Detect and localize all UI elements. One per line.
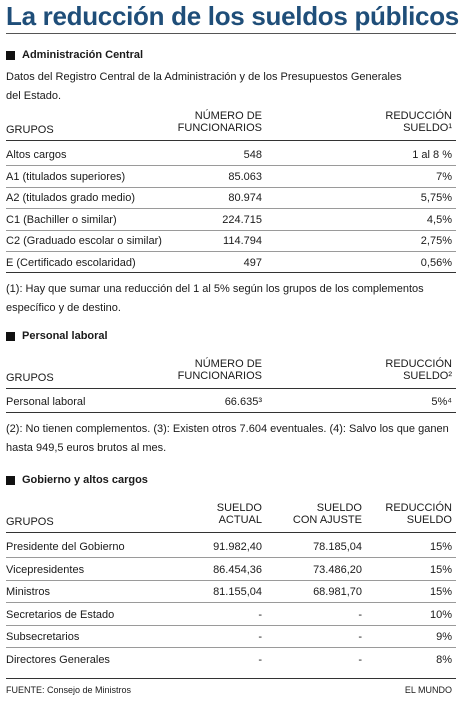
col-header-grupos: GRUPOS	[6, 516, 54, 528]
table-cell-group: Personal laboral	[6, 396, 86, 408]
table-cell-sueldo-ajuste: -	[358, 653, 362, 666]
row-divider	[6, 625, 456, 626]
table-cell-num: 224.715	[222, 213, 262, 226]
bullet-square-icon	[6, 332, 15, 341]
row-divider	[6, 230, 456, 231]
table-cell-group: Ministros	[6, 586, 51, 598]
table-cell-group: Presidente del Gobierno	[6, 541, 125, 553]
table-bottom-divider	[6, 412, 456, 413]
row-divider	[6, 187, 456, 188]
section-heading-admin: Administración Central	[6, 49, 143, 61]
header-divider	[6, 140, 456, 141]
table-cell-num: 497	[243, 256, 262, 269]
table-cell-group: Vicepresidentes	[6, 563, 85, 576]
table-cell-group: Directores Generales	[6, 653, 110, 666]
col-header-numero: NÚMERO DE FUNCIONARIOS	[177, 110, 262, 134]
table-cell-num: 80.974	[228, 192, 262, 204]
table-cell-group: Secretarios de Estado	[6, 608, 115, 621]
table-cell-red: 0,56%	[420, 256, 452, 269]
row-divider	[6, 557, 456, 558]
table-cell-red: 5%⁴	[431, 396, 452, 408]
table-cell-sueldo-ajuste: 73.486,20	[313, 563, 362, 576]
page-title: La reducción de los sueldos públicos	[6, 1, 459, 31]
table-cell-reduccion: 10%	[429, 608, 452, 621]
brand-label: EL MUNDO	[404, 685, 452, 695]
table-cell-group: C1 (Bachiller o similar)	[6, 213, 117, 226]
header-divider	[6, 532, 456, 533]
row-divider	[6, 208, 456, 209]
table-cell-num: 114.794	[223, 235, 262, 247]
row-divider	[6, 602, 456, 603]
col-header-grupos: GRUPOS	[6, 372, 54, 384]
footnote-2: (2): No tienen complementos. (3): Existen otros 7.604 eventuales. (4): Salvo los que ganen hasta 949,5 euros brutos al mes.	[6, 423, 449, 454]
table-cell-sueldo-actual: 91.982,40	[213, 541, 262, 553]
table-cell-sueldo-ajuste: 78.185,04	[313, 541, 362, 553]
table-cell-num: 85.063	[228, 170, 262, 183]
col-header-reduccion: REDUCCIÓN SUELDO	[385, 502, 452, 526]
row-divider	[6, 647, 456, 648]
col-header-reduccion: REDUCCIÓN SUELDO¹	[385, 110, 452, 134]
table-cell-num: 548	[243, 149, 262, 161]
table-cell-sueldo-actual: -	[258, 631, 262, 643]
col-header-grupos: GRUPOS	[6, 124, 54, 136]
header-divider	[6, 388, 456, 389]
footnote-1: (1): Hay que sumar una reducción del 1 al 5% según los grupos de los complementos específico y de destino.	[6, 283, 424, 314]
table-cell-num: 66.635³	[224, 396, 262, 408]
col-header-sueldo-ajuste: SUELDO CON AJUSTE	[292, 502, 362, 526]
table-cell-sueldo-actual: 81.155,04	[213, 586, 262, 598]
table-cell-sueldo-actual: 86.454,36	[213, 563, 262, 576]
table-cell-red: 4,5%	[426, 213, 452, 226]
table-cell-reduccion: 15%	[429, 586, 452, 598]
col-header-numero: NÚMERO DE FUNCIONARIOS	[177, 358, 262, 382]
col-header-reduccion: REDUCCIÓN SUELDO²	[385, 358, 452, 382]
table-cell-sueldo-ajuste: -	[358, 631, 362, 643]
row-divider	[6, 165, 456, 166]
table-cell-sueldo-actual: -	[258, 653, 262, 666]
table-cell-sueldo-ajuste: 68.981,70	[313, 586, 362, 598]
table-cell-group: C2 (Graduado escolar o similar)	[6, 235, 162, 247]
table-cell-group: A1 (titulados superiores)	[6, 170, 126, 183]
table-cell-red: 1 al 8 %	[412, 149, 452, 161]
footer-divider	[6, 678, 456, 679]
source-credit: FUENTE: Consejo de Ministros	[6, 685, 132, 695]
table-cell-group: Altos cargos	[6, 149, 67, 161]
table-cell-group: Subsecretarios	[6, 631, 80, 643]
bullet-square-icon	[6, 51, 15, 60]
table-cell-red: 5,75%	[420, 192, 452, 204]
table-bottom-divider	[6, 272, 456, 273]
col-header-sueldo-actual: SUELDO ACTUAL	[216, 502, 262, 526]
table-cell-sueldo-ajuste: -	[358, 608, 362, 621]
row-divider	[6, 251, 456, 252]
table-cell-reduccion: 15%	[429, 563, 452, 576]
section-intro: Datos del Registro Central de la Administración y de los Presupuestos Generales del Estado.	[6, 71, 402, 102]
table-cell-red: 2,75%	[420, 235, 452, 247]
row-divider	[6, 580, 456, 581]
title-divider	[6, 33, 456, 34]
table-cell-red: 7%	[436, 170, 452, 183]
table-cell-sueldo-actual: -	[258, 608, 262, 621]
section-heading-laboral: Personal laboral	[6, 330, 108, 342]
table-cell-reduccion: 8%	[436, 653, 452, 666]
table-cell-reduccion: 15%	[429, 541, 452, 553]
table-cell-reduccion: 9%	[436, 631, 452, 643]
bullet-square-icon	[6, 476, 15, 485]
section-heading-gobierno: Gobierno y altos cargos	[6, 474, 148, 486]
table-cell-group: E (Certificado escolaridad)	[6, 256, 136, 269]
table-cell-group: A2 (titulados grado medio)	[6, 192, 136, 204]
